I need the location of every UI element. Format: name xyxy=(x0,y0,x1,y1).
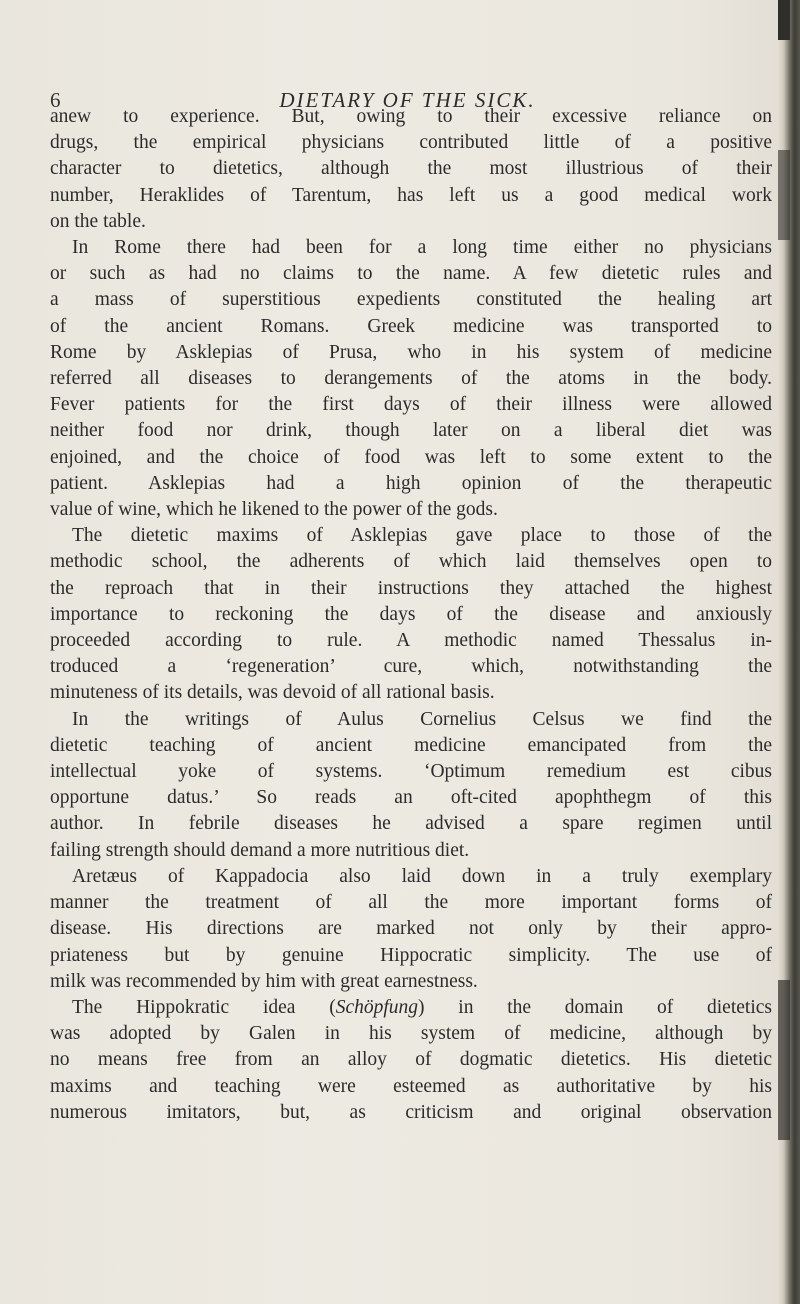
text-segment: ) in the domain of dietetics xyxy=(418,996,772,1018)
text-line: numerous imitators, but, as criticism and original observation xyxy=(50,1101,772,1123)
text-line: no means free from an alloy of dogmatic dietetics. His dietetic xyxy=(50,1049,772,1071)
text-line: In the writings of Aulus Cornelius Celsus we find the xyxy=(72,708,772,730)
edge-dark-mark xyxy=(778,0,790,40)
text-line: Rome by Asklepias of Prusa, who in his system of medicine xyxy=(50,341,772,363)
text-line: Fever patients for the first days of their illness were allowed xyxy=(50,394,772,416)
text-line: Aretæus of Kappadocia also laid down in a truly exemplary xyxy=(72,865,772,887)
body-text xyxy=(50,104,772,1126)
text-line: milk was recommended by him with great earnestness. xyxy=(50,970,478,992)
text-line: The dietetic maxims of Asklepias gave place to those of the xyxy=(72,525,772,547)
text-line: was adopted by Galen in his system of medicine, although by xyxy=(50,1023,772,1045)
paragraph-1 xyxy=(50,104,772,235)
text-line: dietetic teaching of ancient medicine emancipated from the xyxy=(50,734,772,756)
text-line: opportune datus.’ So reads an oft-cited apophthegm of this xyxy=(50,787,772,809)
page-number: 6 xyxy=(50,88,61,112)
text-line: methodic school, the adherents of which laid themselves open to xyxy=(50,551,772,573)
text-line: proceeded according to rule. A methodic named Thessalus in- xyxy=(50,630,772,652)
text-line: or such as had no claims to the name. A few dietetic rules and xyxy=(50,263,772,285)
text-line: minuteness of its details, was devoid of all rational basis. xyxy=(50,682,495,704)
text-line: maxims and teaching were esteemed as authoritative by his xyxy=(50,1075,772,1097)
text-line: patient. Asklepias had a high opinion of the therapeutic xyxy=(50,472,772,494)
text-line: intellectual yoke of systems. ‘Optimum remedium est cibus xyxy=(50,761,772,783)
paragraph-2 xyxy=(50,235,772,523)
page-edge-shadow xyxy=(778,0,800,1304)
text-line: importance to reckoning the days of the disease and anxiously xyxy=(50,603,772,625)
text-line: enjoined, and the choice of food was left to some extent to the xyxy=(50,446,772,468)
text-line: manner the treatment of all the more important forms of xyxy=(50,892,772,914)
text-line xyxy=(50,995,772,1021)
text-line: value of wine, which he likened to the power of the gods. xyxy=(50,499,498,521)
text-line: number, Heraklides of Tarentum, has left us a good medical work xyxy=(50,184,772,206)
text-segment: The Hippokratic idea ( xyxy=(72,996,336,1018)
text-line: character to dietetics, although the most illustrious of their xyxy=(50,158,772,180)
text-line: disease. His directions are marked not only by their appro- xyxy=(50,918,772,940)
text-line: failing strength should demand a more nutritious diet. xyxy=(50,839,470,861)
text-line: troduced a ‘regeneration’ cure, which, notwithstanding the xyxy=(50,656,772,678)
text-line: anew to experience. But, owing to their excessive reliance on xyxy=(50,106,772,127)
text-line: of the ancient Romans. Greek medicine was transported to xyxy=(50,315,772,337)
text-line: on the table. xyxy=(50,210,146,232)
text-line: In Rome there had been for a long time either no physicians xyxy=(72,237,772,259)
edge-dark-mark xyxy=(778,980,790,1140)
text-line: drugs, the empirical physicians contributed little of a positive xyxy=(50,132,772,154)
paragraph-5 xyxy=(50,995,772,1126)
text-line: priateness but by genuine Hippocratic simplicity. The use of xyxy=(50,944,772,966)
running-title: DIETARY OF THE SICK. xyxy=(279,88,536,112)
text-line: the reproach that in their instructions they attached the highest xyxy=(50,577,772,599)
edge-dark-mark xyxy=(778,150,790,240)
italic-term: Schöpfung xyxy=(335,996,419,1018)
paragraph-4 xyxy=(50,707,772,995)
text-line: referred all diseases to derangements of the atoms in the body. xyxy=(50,368,772,390)
paragraph-3 xyxy=(50,523,772,706)
text-line: author. In febrile diseases he advised a spare regimen until xyxy=(50,813,772,835)
text-line: a mass of superstitious expedients constituted the healing art xyxy=(50,289,772,311)
text-line: neither food nor drink, though later on a liberal diet was xyxy=(50,420,772,442)
